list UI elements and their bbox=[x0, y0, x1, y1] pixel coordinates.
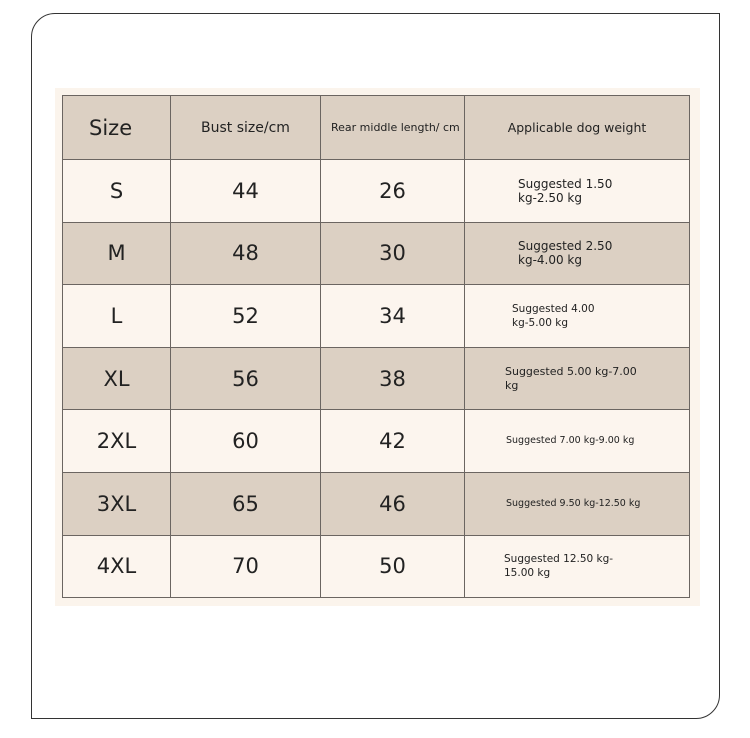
size-cell: S bbox=[63, 160, 171, 223]
weight-cell: Suggested 2.50 kg-4.00 kg bbox=[465, 222, 690, 285]
weight-cell: Suggested 7.00 kg-9.00 kg bbox=[465, 410, 690, 473]
bust-cell: 56 bbox=[171, 347, 321, 410]
header-bust-size: Bust size/cm bbox=[171, 96, 321, 160]
size-cell: XL bbox=[63, 347, 171, 410]
size-cell: 2XL bbox=[63, 410, 171, 473]
bust-cell: 52 bbox=[171, 285, 321, 348]
bust-cell: 60 bbox=[171, 410, 321, 473]
bust-cell: 65 bbox=[171, 472, 321, 535]
rear-length-cell: 26 bbox=[321, 160, 465, 223]
header-dog-weight: Applicable dog weight bbox=[465, 96, 690, 160]
weight-cell: Suggested 5.00 kg-7.00 kg bbox=[465, 347, 690, 410]
bust-cell: 48 bbox=[171, 222, 321, 285]
weight-cell: Suggested 9.50 kg-12.50 kg bbox=[465, 472, 690, 535]
weight-cell: Suggested 1.50 kg-2.50 kg bbox=[465, 160, 690, 223]
table-row bbox=[63, 410, 690, 473]
size-chart-table bbox=[62, 95, 690, 598]
table-row bbox=[63, 347, 690, 410]
table-row bbox=[63, 535, 690, 598]
bust-cell: 70 bbox=[171, 535, 321, 598]
rear-length-cell: 42 bbox=[321, 410, 465, 473]
table-row bbox=[63, 285, 690, 348]
table-row bbox=[63, 160, 690, 223]
rear-length-cell: 30 bbox=[321, 222, 465, 285]
weight-cell: Suggested 4.00 kg-5.00 kg bbox=[465, 285, 690, 348]
weight-cell: Suggested 12.50 kg-15.00 kg bbox=[465, 535, 690, 598]
size-cell: 3XL bbox=[63, 472, 171, 535]
table-row bbox=[63, 472, 690, 535]
rear-length-cell: 38 bbox=[321, 347, 465, 410]
size-cell: L bbox=[63, 285, 171, 348]
header-row bbox=[63, 96, 690, 160]
size-cell: M bbox=[63, 222, 171, 285]
header-rear-middle-length: Rear middle length/ cm bbox=[321, 96, 465, 160]
rear-length-cell: 46 bbox=[321, 472, 465, 535]
rear-length-cell: 34 bbox=[321, 285, 465, 348]
table-row bbox=[63, 222, 690, 285]
bust-cell: 44 bbox=[171, 160, 321, 223]
header-size: Size bbox=[63, 96, 171, 160]
rear-length-cell: 50 bbox=[321, 535, 465, 598]
size-cell: 4XL bbox=[63, 535, 171, 598]
